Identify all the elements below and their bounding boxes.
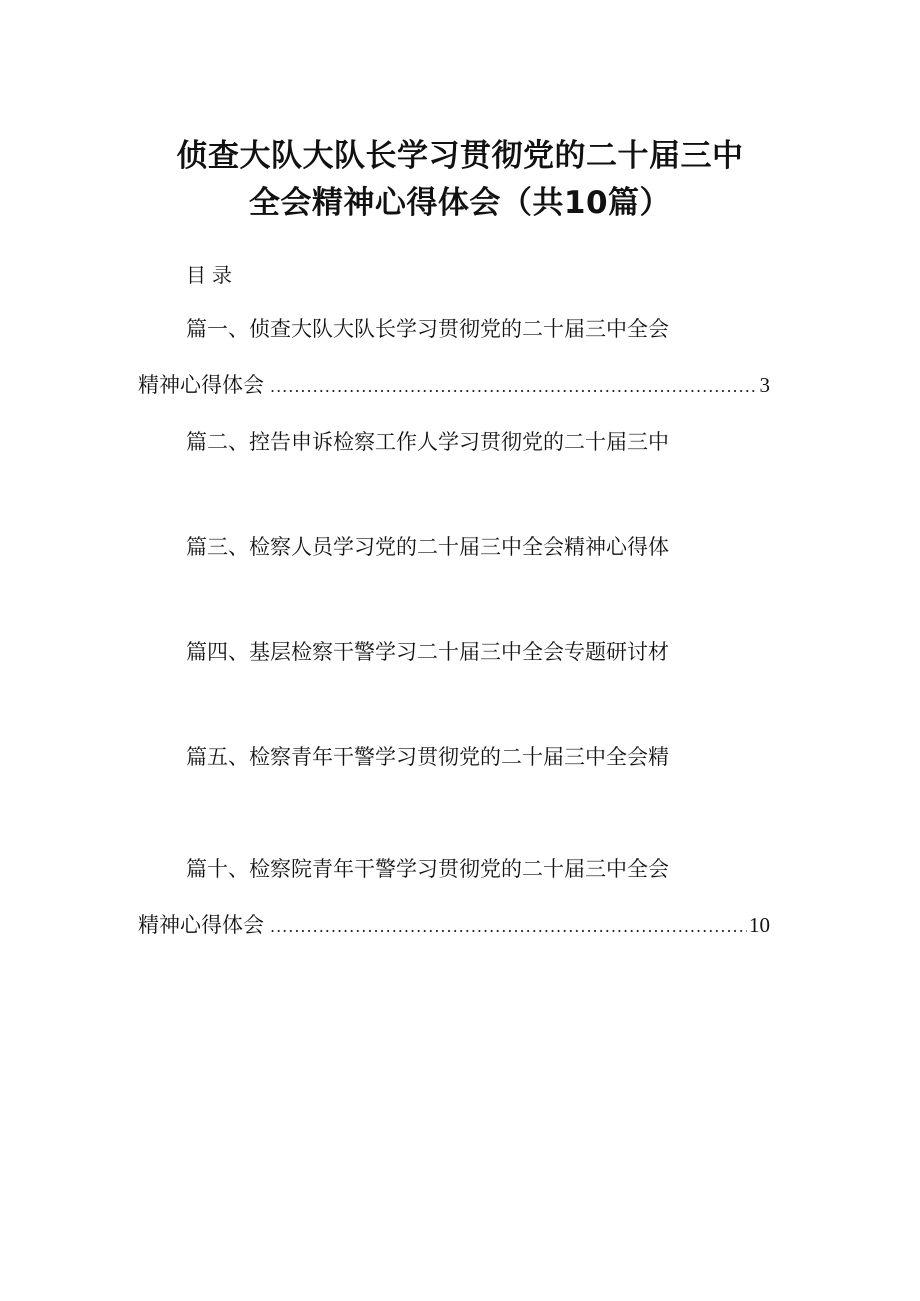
toc-entry-10-title[interactable]: 篇十、检察院青年干警学习贯彻党的二十届三中全会 xyxy=(186,857,669,881)
toc-entry-3-title[interactable]: 篇三、检察人员学习党的二十届三中全会精神心得体 xyxy=(186,535,669,559)
toc-dot-leader xyxy=(270,912,747,942)
toc-entry-1-continuation[interactable] xyxy=(138,370,770,402)
toc-entry-10-continuation[interactable] xyxy=(138,910,770,942)
toc-entry-1-title-cont: 精神心得体会 xyxy=(138,373,264,397)
toc-entry-10-page-number: 10 xyxy=(749,913,770,937)
toc-entry-4-title[interactable]: 篇四、基层检察干警学习二十届三中全会专题研讨材 xyxy=(186,640,669,664)
toc-heading: 目录 xyxy=(186,263,238,287)
toc-dot-leader xyxy=(270,372,758,402)
toc-entry-2-title[interactable]: 篇二、控告申诉检察工作人学习贯彻党的二十届三中 xyxy=(186,430,669,454)
toc-entry-5-title[interactable]: 篇五、检察青年干警学习贯彻党的二十届三中全会精 xyxy=(186,745,669,769)
toc-entry-10-title-cont: 精神心得体会 xyxy=(138,913,264,937)
toc-entry-1-title[interactable]: 篇一、侦查大队大队长学习贯彻党的二十届三中全会 xyxy=(186,317,669,341)
document-title-line-2: 全会精神心得体会（共10篇） xyxy=(248,185,672,221)
toc-entry-1-page-number: 3 xyxy=(759,373,770,397)
document-title-line-1: 侦查大队大队长学习贯彻党的二十届三中 xyxy=(176,138,744,174)
